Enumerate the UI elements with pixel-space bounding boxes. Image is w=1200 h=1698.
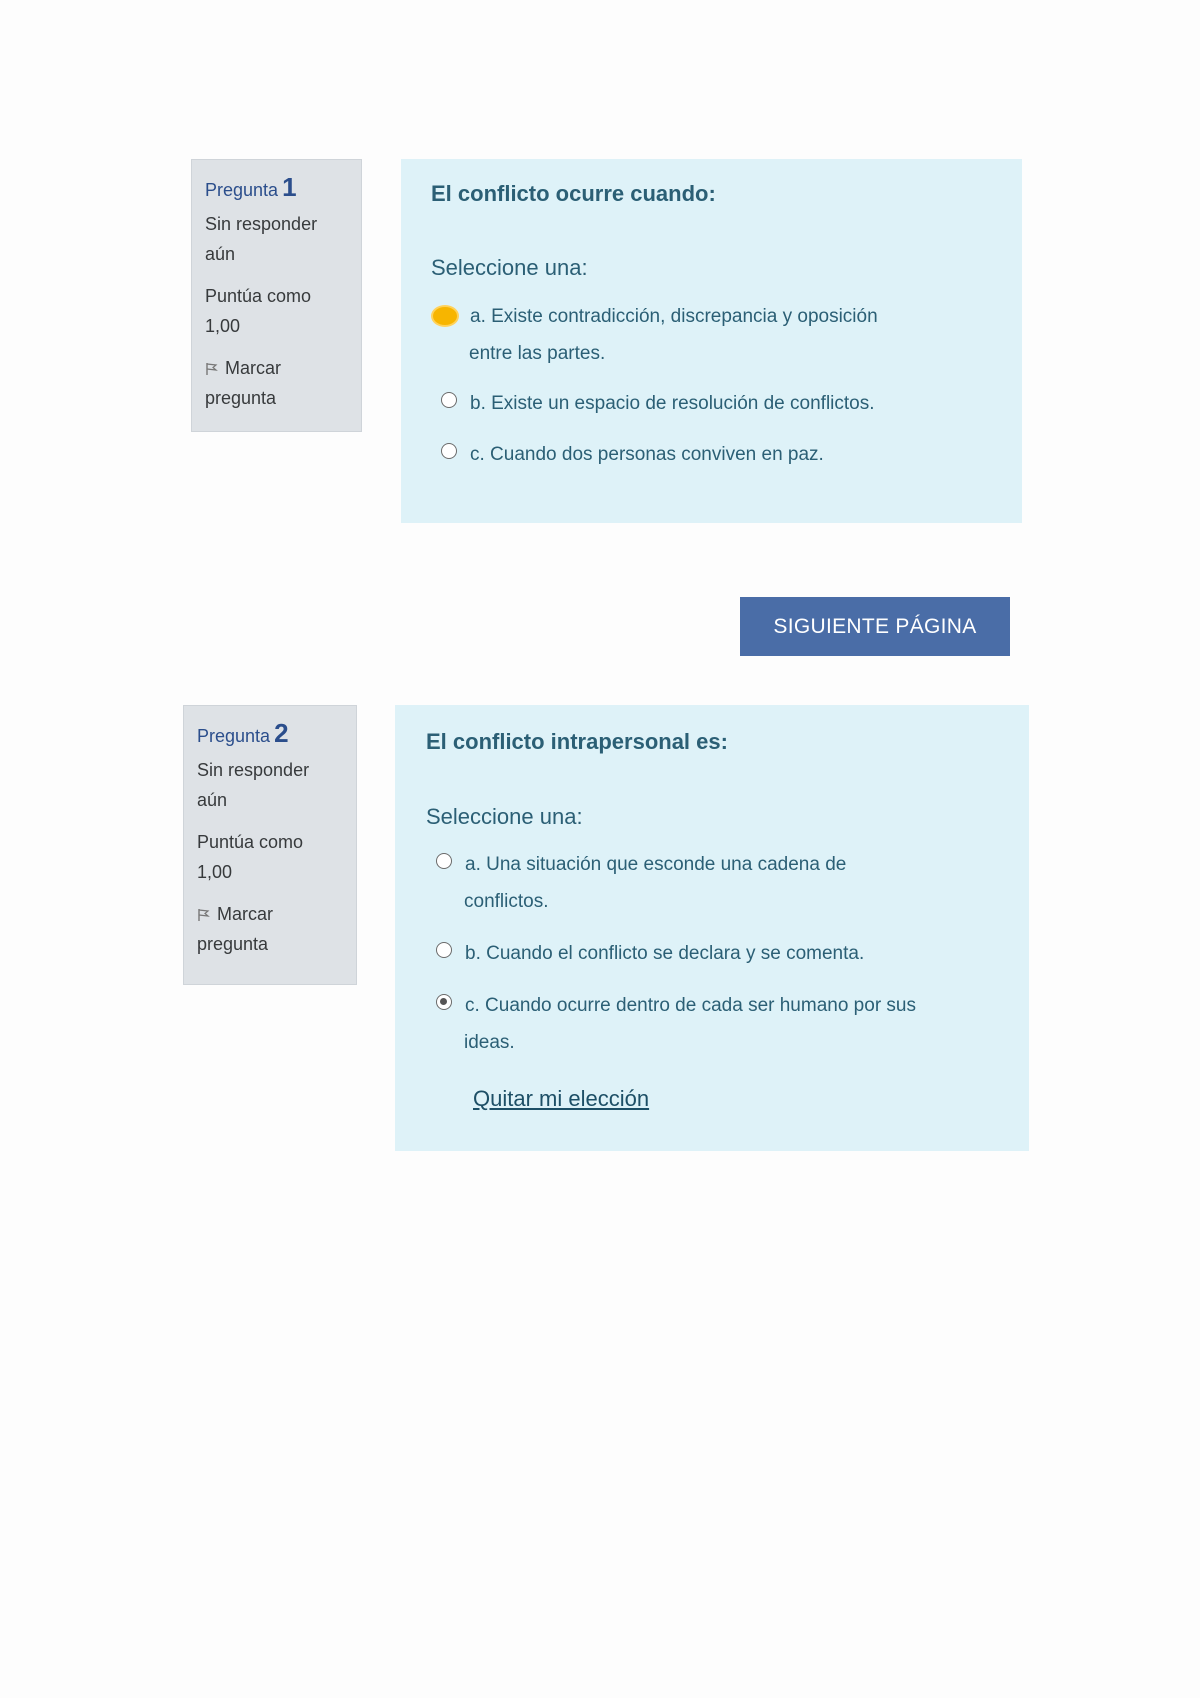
answer-a-radio[interactable] xyxy=(436,853,452,869)
answer-prompt: Seleccione una: xyxy=(426,804,583,829)
answer-a-radio[interactable] xyxy=(431,305,459,327)
next-page-button[interactable]: SIGUIENTE PÁGINA xyxy=(740,597,1010,656)
answer-b-radio[interactable] xyxy=(441,392,457,408)
question-text: El conflicto intrapersonal es: xyxy=(426,729,728,754)
question-grade: Puntúa como 1,00 xyxy=(197,832,304,882)
answer-b[interactable] xyxy=(470,385,875,422)
flag-question-link[interactable] xyxy=(197,899,343,959)
question-number-value: 1 xyxy=(282,172,297,202)
answer-a[interactable] xyxy=(470,298,990,335)
question-state: Sin responder aún xyxy=(205,214,318,264)
answer-a-continued xyxy=(464,883,548,920)
flag-icon xyxy=(197,908,211,922)
answer-b[interactable] xyxy=(465,935,864,972)
answer-a-label: a. Existe contradicción, discrepancia y oposición xyxy=(470,306,878,327)
question-label: Pregunta xyxy=(205,180,279,200)
question-number xyxy=(197,718,343,751)
answer-a-label-line2: entre las partes. xyxy=(469,343,606,364)
question-2-content xyxy=(395,705,1029,1151)
answer-c-radio[interactable] xyxy=(436,994,452,1010)
flag-label: Marcar pregunta xyxy=(197,904,274,954)
answer-c-label: c. Cuando ocurre dentro de cada ser humano por sus xyxy=(465,995,916,1016)
clear-choice-link[interactable]: Quitar mi elección xyxy=(473,1086,650,1111)
answer-c[interactable] xyxy=(465,987,916,1024)
flag-question-link[interactable] xyxy=(205,353,348,413)
answer-c-label: c. Cuando dos personas conviven en paz. xyxy=(470,444,824,465)
answer-b-label: b. Cuando el conflicto se declara y se comenta. xyxy=(465,943,865,964)
question-2-info xyxy=(183,705,357,985)
answer-a[interactable] xyxy=(465,846,846,883)
question-1-info xyxy=(191,159,362,432)
question-state: Sin responder aún xyxy=(197,760,310,810)
flag-label: Marcar pregunta xyxy=(205,358,282,408)
question-grade: Puntúa como 1,00 xyxy=(205,286,312,336)
question-label: Pregunta xyxy=(197,726,271,746)
question-1-content xyxy=(401,159,1022,523)
answer-c-label-line2: ideas. xyxy=(464,1032,515,1053)
answer-a-continued xyxy=(469,335,605,372)
answer-b-radio[interactable] xyxy=(436,942,452,958)
answer-prompt: Seleccione una: xyxy=(431,255,588,280)
flag-icon xyxy=(205,362,219,376)
question-number-value: 2 xyxy=(274,718,289,748)
answer-b-label: b. Existe un espacio de resolución de conflictos. xyxy=(470,393,875,414)
question-text: El conflicto ocurre cuando: xyxy=(431,181,716,206)
question-number xyxy=(205,172,348,205)
answer-c[interactable] xyxy=(470,436,824,473)
answer-a-label-line2: conflictos. xyxy=(464,891,549,912)
answer-a-label: a. Una situación que esconde una cadena de xyxy=(465,854,847,875)
answer-c-radio[interactable] xyxy=(441,443,457,459)
answer-c-continued xyxy=(464,1024,515,1061)
